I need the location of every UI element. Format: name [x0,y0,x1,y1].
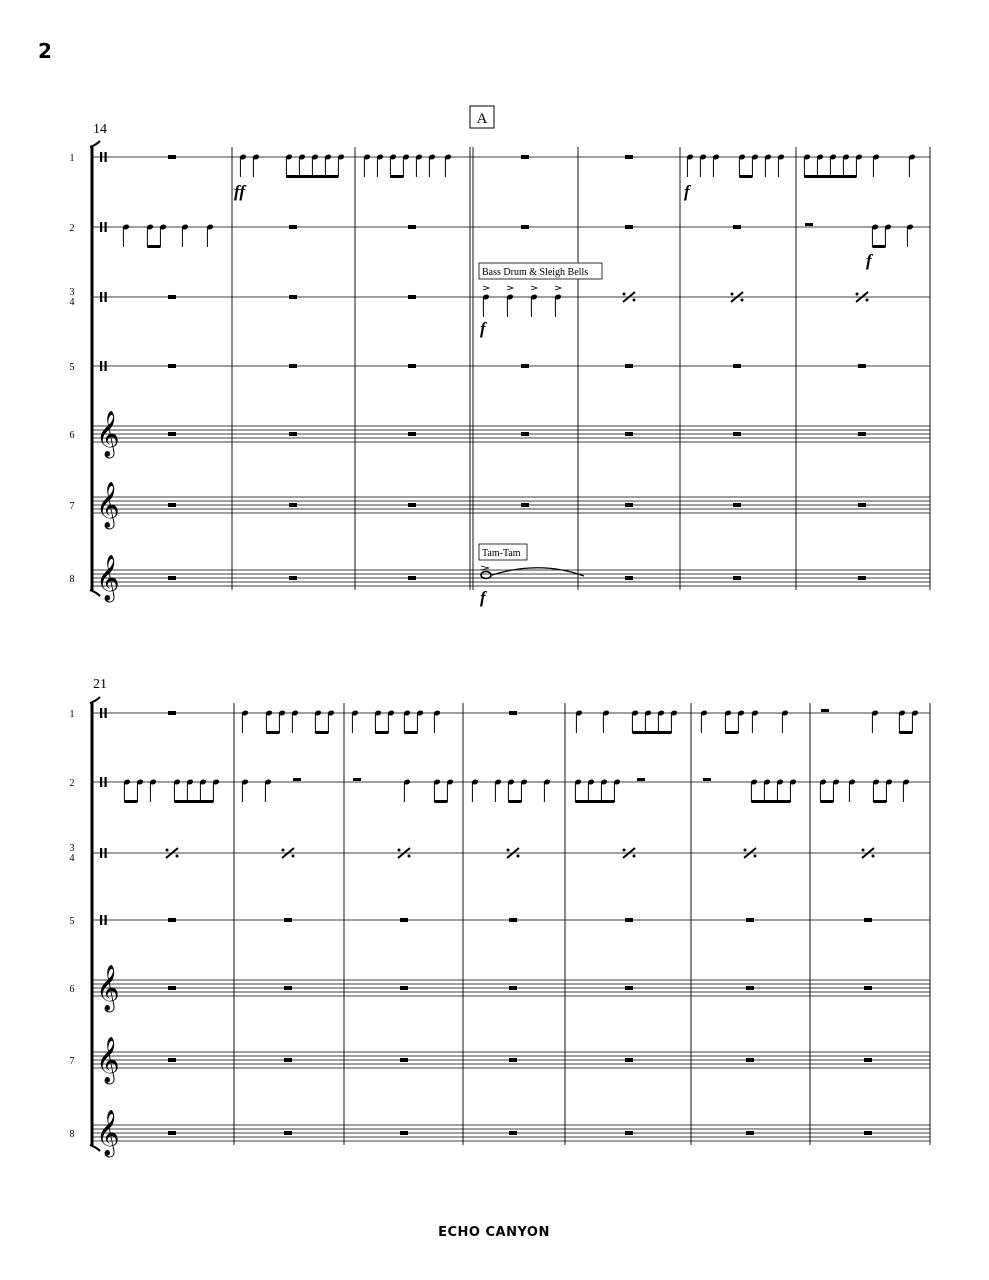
percussion-clef-icon [100,915,102,925]
measure-rest [521,364,529,368]
beam [404,731,417,734]
staff-label-5: 5 [69,362,75,373]
staff-label-7: 7 [69,501,75,512]
treble-clef-icon: 𝄞 [96,555,120,601]
measure-rest [746,1131,754,1135]
staff-label-6: 6 [69,984,75,995]
beam [820,800,833,803]
measure-rest [625,432,633,436]
staff-label-6: 6 [69,430,75,441]
measure-rest [625,986,633,990]
beam [751,800,790,803]
staff-label-3: 3 [69,843,75,854]
accent-mark [531,286,537,290]
measure-number-14: 14 [93,122,107,137]
beam [508,800,521,803]
half-rest [353,778,361,781]
staff-label-1: 1 [69,153,75,164]
measure-rest [408,503,416,507]
measure-rest [521,225,529,229]
measure-number-21: 21 [93,677,107,692]
bracket-top [90,697,100,703]
repeat-dot [282,849,285,852]
measure-rest [168,295,176,299]
treble-clef-icon: 𝄞 [96,1110,120,1156]
measure-rest [625,155,633,159]
measure-rest [168,576,176,580]
measure-rest [408,225,416,229]
measure-rest [625,918,633,922]
percussion-clef-icon [105,152,107,162]
measure-rest [289,432,297,436]
measure-rest [284,986,292,990]
measure-rest [509,1058,517,1062]
measure-rest [400,1131,408,1135]
repeat-dot [744,849,747,852]
instrument-label-tam-tam [479,544,527,560]
treble-clef-icon: 𝄞 [96,965,120,1011]
repeat-dot [517,855,520,858]
beam [124,800,137,803]
staff-label-2: 2 [69,778,75,789]
page-number: 2 [38,39,52,63]
staff-label-3: 3 [69,287,75,298]
repeat-dot [176,855,179,858]
staff-label-2: 2 [69,223,75,234]
measure-rest [864,986,872,990]
measure-rest [864,918,872,922]
footer-title: ECHO CANYON [438,1225,550,1240]
percussion-clef-icon [100,222,102,232]
measure-rest [289,225,297,229]
beam [375,731,388,734]
half-rest [821,709,829,712]
repeat-dot [754,855,757,858]
beam [725,731,738,734]
measure-rest [284,918,292,922]
measure-rest [408,576,416,580]
measure-rest [733,503,741,507]
percussion-clef-icon [100,292,102,302]
treble-clef-icon: 𝄞 [96,482,120,528]
dynamic-ff: ff [234,182,246,201]
percussion-clef-icon [100,152,102,162]
repeat-dot [292,855,295,858]
accent-mark [555,286,561,290]
measure-rest [168,1058,176,1062]
repeat-dot [866,299,869,302]
measure-rest [284,1131,292,1135]
measure-rest [625,1058,633,1062]
staff-label-7: 7 [69,1056,75,1067]
staff-label-8: 8 [69,574,75,585]
measure-rest [408,432,416,436]
half-rest [703,778,711,781]
treble-clef-icon: 𝄞 [96,1037,120,1083]
measure-rest [733,364,741,368]
whole-note [481,572,491,579]
measure-rest [289,576,297,580]
measure-rest [408,295,416,299]
repeat-dot [633,299,636,302]
measure-rest [408,364,416,368]
repeat-dot [741,299,744,302]
system-2 [70,697,931,1158]
staff-label-4: 4 [69,297,75,308]
measure-rest [625,225,633,229]
repeat-dot [862,849,865,852]
measure-rest [521,155,529,159]
measure-rest [733,432,741,436]
measure-rest [509,1131,517,1135]
percussion-clef-icon [105,915,107,925]
beam [286,175,338,178]
dynamic-f-staff2: f [866,251,872,270]
dynamic-f-staff8: f [480,588,486,607]
repeat-dot [856,293,859,296]
percussion-clef-icon [100,777,102,787]
measure-rest [746,986,754,990]
tie-curve [492,568,584,576]
repeat-dot [633,855,636,858]
beam [434,800,447,803]
rehearsal-mark [470,106,494,128]
repeat-dot [731,293,734,296]
repeat-dot [166,849,169,852]
measure-rest [400,918,408,922]
beam [632,731,671,734]
percussion-clef-icon [105,222,107,232]
staff-label-1: 1 [69,709,75,720]
measure-rest [289,364,297,368]
dynamic-f-staff3: f [480,319,486,338]
measure-rest [625,576,633,580]
staff-label-8: 8 [69,1129,75,1140]
beam [739,175,752,178]
measure-rest [858,503,866,507]
repeat-dot [623,293,626,296]
percussion-clef-icon [105,708,107,718]
percussion-clef-icon [100,361,102,371]
measure-rest [509,711,517,715]
beam [315,731,328,734]
system-1 [70,141,931,603]
percussion-clef-icon [105,361,107,371]
measure-rest [168,503,176,507]
measure-rest [521,503,529,507]
svg-text:Bass Drum & Sleigh Bells: Bass Drum & Sleigh Bells [482,267,589,278]
treble-clef-icon: 𝄞 [96,411,120,457]
instrument-label-bass-drum [479,263,602,279]
measure-rest [168,364,176,368]
accent-mark [507,286,513,290]
half-rest [293,778,301,781]
percussion-clef-icon [105,292,107,302]
half-rest [637,778,645,781]
measure-rest [858,364,866,368]
measure-rest [289,295,297,299]
percussion-clef-icon [100,848,102,858]
measure-rest [864,1058,872,1062]
percussion-clef-icon [100,708,102,718]
measure-rest [400,986,408,990]
measure-rest [168,1131,176,1135]
repeat-dot [507,849,510,852]
measure-rest [168,432,176,436]
beam [174,800,213,803]
half-rest [805,223,813,226]
beam [872,245,885,248]
rehearsal-mark-letter: A [476,111,488,127]
beam [804,175,856,178]
measure-rest [858,432,866,436]
repeat-dot [623,849,626,852]
beam [147,245,160,248]
staff-label-5: 5 [69,916,75,927]
measure-rest [289,503,297,507]
measure-rest [509,918,517,922]
dynamic-f-staff1: f [684,182,690,201]
beam [873,800,886,803]
svg-text:Tam-Tam: Tam-Tam [482,548,521,559]
repeat-dot [872,855,875,858]
measure-rest [400,1058,408,1062]
measure-rest [284,1058,292,1062]
accent-mark [481,566,489,570]
beam [390,175,403,178]
beam [899,731,912,734]
percussion-clef-icon [105,777,107,787]
measure-rest [733,225,741,229]
percussion-clef-icon [105,848,107,858]
repeat-dot [398,849,401,852]
staff-label-4: 4 [69,853,75,864]
measure-rest [168,918,176,922]
beam [575,800,614,803]
bracket-top [90,141,100,147]
measure-rest [168,711,176,715]
measure-rest [733,576,741,580]
measure-rest [625,364,633,368]
beam [266,731,279,734]
measure-rest [864,1131,872,1135]
measure-rest [168,986,176,990]
repeat-dot [408,855,411,858]
measure-rest [521,432,529,436]
measure-rest [625,1131,633,1135]
measure-rest [746,1058,754,1062]
measure-rest [168,155,176,159]
accent-mark [483,286,489,290]
measure-rest [746,918,754,922]
measure-rest [509,986,517,990]
measure-rest [625,503,633,507]
measure-rest [858,576,866,580]
